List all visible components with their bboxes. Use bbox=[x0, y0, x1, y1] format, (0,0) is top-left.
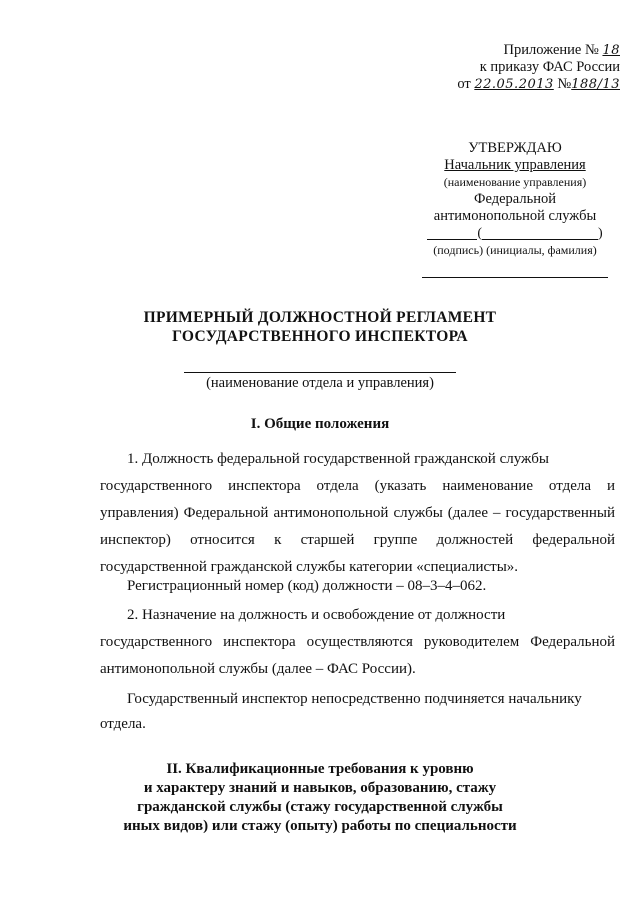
approve-org-line-1: Федеральной bbox=[474, 191, 556, 207]
section-1-p2: Регистрационный номер (код) должности – 08–3–4–062. bbox=[127, 578, 487, 594]
order-date: 22.05.2013 bbox=[474, 77, 554, 92]
approval-block bbox=[400, 140, 630, 278]
signature-hint: (подпись) (инициалы, фамилия) bbox=[433, 243, 597, 257]
section-1-p1-rest: государственного инспектора отдела (указать наименование отдела и управления) Федеральной антимонопольной службы (далее – государственный инспектор) относится к старшей группе должностей федеральной государственной гражданской службы категории «специалисты». bbox=[100, 478, 615, 575]
approve-title: УТВЕРЖДАЮ bbox=[468, 140, 562, 156]
section-1-p4-rest: отдела. bbox=[100, 716, 146, 732]
dept-field bbox=[0, 372, 640, 392]
approve-org-line-2: антимонопольной службы bbox=[433, 208, 597, 224]
dept-hint: (наименование отдела и управления) bbox=[206, 375, 434, 391]
section-1-heading: I. Общие положения bbox=[250, 416, 390, 432]
appendix-number: 18 bbox=[602, 43, 620, 58]
name-blank bbox=[482, 225, 598, 240]
appendix-line-3: от 22.05.2013 №188/13 bbox=[457, 76, 620, 92]
document-title: ПРИМЕРНЫЙ ДОЛЖНОСТНОЙ РЕГЛАМЕНТ ГОСУДАРСТВЕННОГО ИНСПЕКТОРА bbox=[143, 309, 497, 345]
section-1-p1: 1. Должность федеральной государственной гражданской службы bbox=[127, 451, 549, 467]
section-1-p3: 2. Назначение на должность и освобождение от должности bbox=[127, 607, 506, 623]
date-blank-line bbox=[422, 263, 608, 278]
order-number: 188/13 bbox=[571, 77, 620, 92]
dept-blank-line bbox=[184, 372, 456, 373]
section-1-p3-rest: государственного инспектора осуществляются руководителем Федеральной антимонопольной службы (далее – ФАС России). bbox=[100, 634, 615, 677]
section-2-heading: II. Квалификационные требования к уровню и характеру знаний и навыков, образованию, стажу гражданской службы (стажу государственной службы иных видов) или стажу (опыту) работы по специальности bbox=[123, 761, 517, 834]
approve-position: Начальник управления bbox=[444, 157, 586, 173]
signature-blank bbox=[427, 225, 477, 240]
signature-line: ( ) bbox=[400, 225, 630, 242]
approve-position-hint: (наименование управления) bbox=[443, 175, 587, 189]
appendix-header bbox=[400, 42, 620, 93]
section-1-p4: Государственный инспектор непосредственно подчиняется начальнику bbox=[127, 691, 582, 707]
appendix-line-2: к приказу ФАС России bbox=[479, 59, 620, 75]
appendix-line-1: Приложение № 18 bbox=[503, 42, 620, 58]
